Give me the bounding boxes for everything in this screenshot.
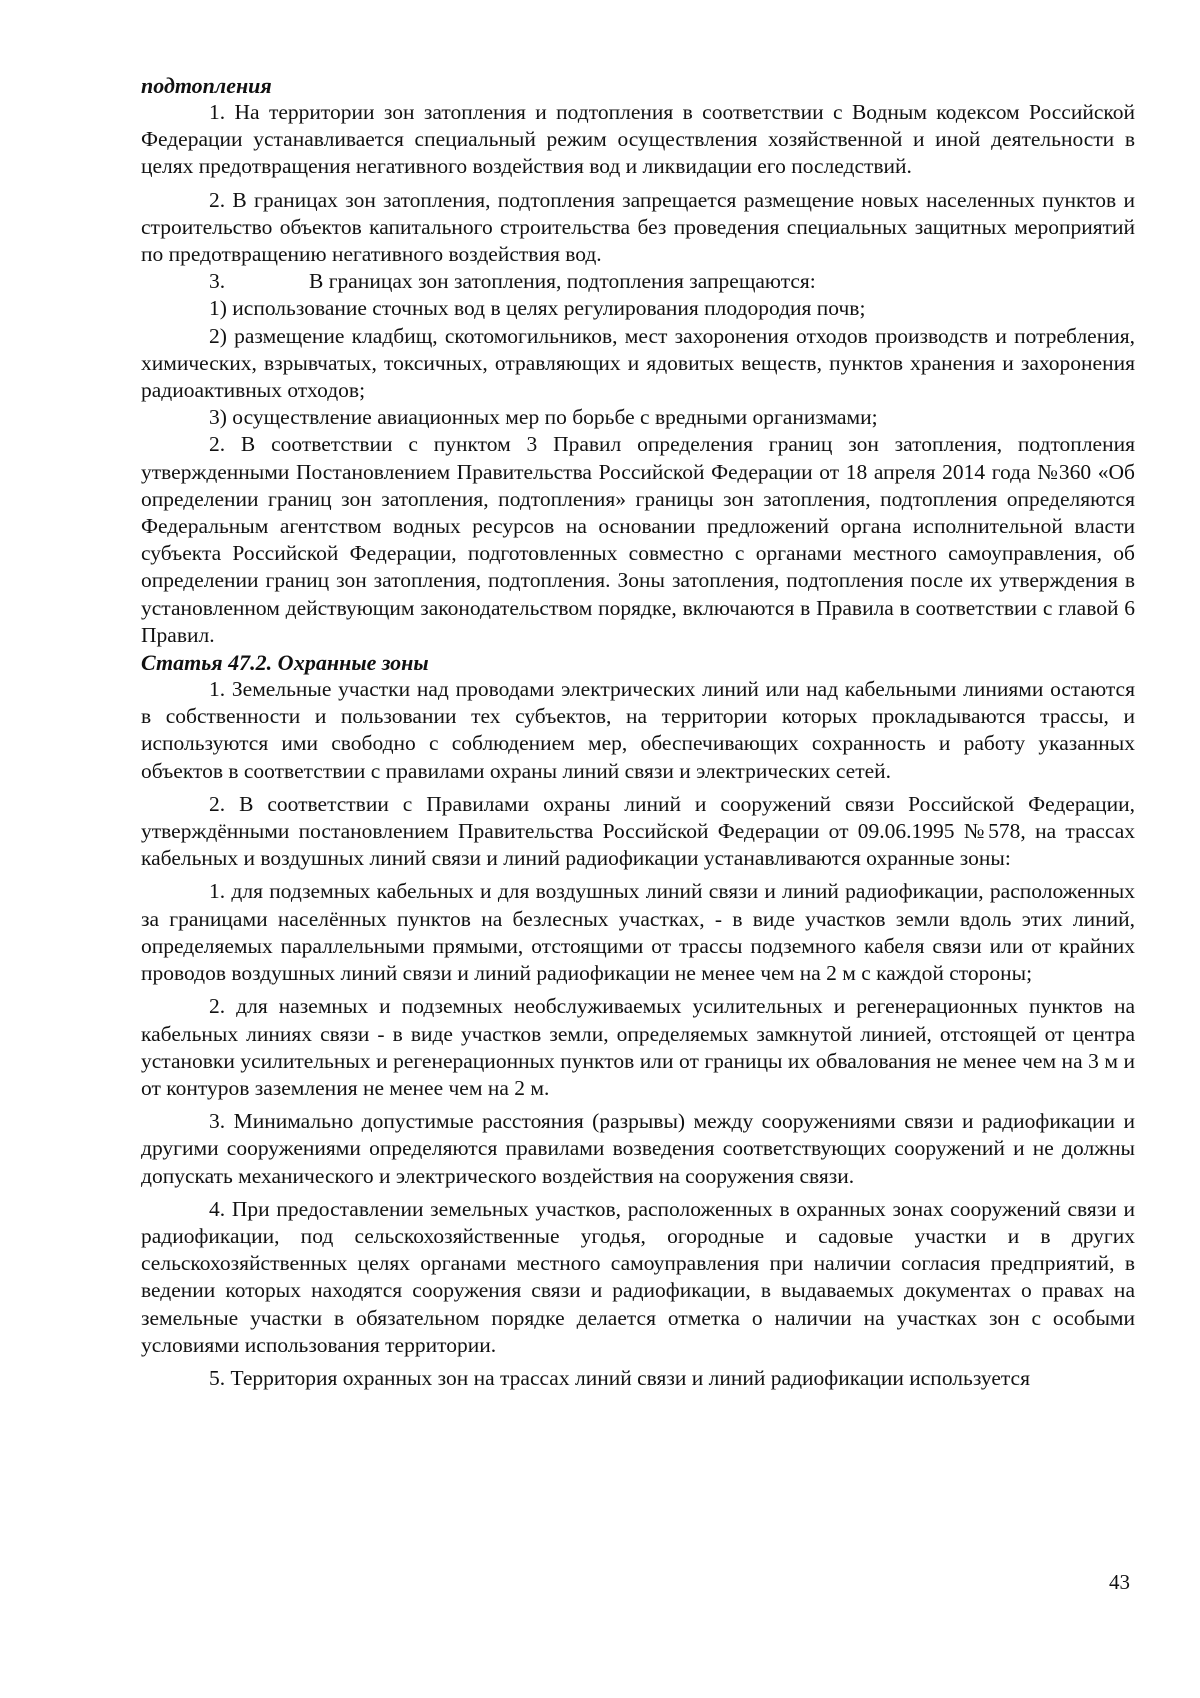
- paragraph: 2. В соответствии с пунктом 3 Правил определения границ зон затопления, подтопления утвержденными Постановлением Правительства Российской Федерации от 18 апреля 2014 года №360 «Об определении границ зон затопления, подтопления» границы зон затопления, подтопления определяются Федеральным агентством водных ресурсов на основании предложений органа исполнительной власти субъекта Российской Федерации, подготовленных совместно с органами местного самоуправления, об определении границ зон затопления, подтопления. Зоны затопления, подтопления после их утверждения в установленном действующим законодательством порядке, включаются в Правила в соответствии с главой 6 Правил.: [141, 432, 1135, 647]
- section-heading-continuation: подтопления: [141, 73, 272, 98]
- paragraph: 5. Территория охранных зон на трассах линий связи и линий радиофикации используется: [209, 1365, 1030, 1390]
- document-page: [141, 72, 1135, 1392]
- paragraph: 2. В границах зон затопления, подтопления запрещается размещение новых населенных пунктов и строительство объектов капитального строительства без проведения специальных защитных мероприятий по предотвращению негативного воздействия вод.: [141, 187, 1135, 267]
- paragraph: 4. При предоставлении земельных участков, расположенных в охранных зонах сооружений связи и радиофикации, под сельскохозяйственные угодья, огородные и садовые участки и в других сельскохозяйственных целях органами местного самоуправления при наличии согласия предприятий, в ведении которых находятся сооружения связи и радиофикации, в выдаваемых документах о правах на земельные участки в обязательном порядке делается отметка о наличии на участках зон с особыми условиями использования территории.: [141, 1196, 1135, 1357]
- paragraph: 2. для наземных и подземных необслуживаемых усилительных и регенерационных пунктов на кабельных линиях связи - в виде участков земли, определяемых замкнутой линией, отстоящей от центра установки усилительных и регенерационных пунктов или от границы их обвалования не менее чем на 3 м и от контуров заземления не менее чем на 2 м.: [141, 994, 1135, 1100]
- article-heading: Статья 47.2. Охранные зоны: [141, 650, 429, 676]
- list-item-number: 3.: [209, 269, 226, 294]
- paragraph: 3. Минимально допустимые расстояния (разрывы) между сооружениями связи и радиофикации и другими сооружениями определяются правилами возведения соответствующих сооружений и не должны допускать механического и электрического воздействия на сооружения связи.: [141, 1109, 1135, 1188]
- paragraph: 2) размещение кладбищ, скотомогильников, мест захоронения отходов производств и потребления, химических, взрывчатых, токсичных, отравляющих и ядовитых веществ, пунктов хранения и захоронения радиоактивных отходов;: [141, 323, 1135, 403]
- paragraph: 1. для подземных кабельных и для воздушных линий связи и линий радиофикации, расположенных за границами населённых пунктов на безлесных участках, - в виде участков земли вдоль этих линий, определяемых параллельными прямыми, отстоящими от трассы подземного кабеля связи или от крайних проводов воздушных линий связи и линий радиофикации не менее чем на 2 м с каждой стороны;: [141, 879, 1135, 986]
- paragraph: 1) использование сточных вод в целях регулирования плодородия почв;: [209, 296, 866, 321]
- paragraph: 1. На территории зон затопления и подтопления в соответствии с Водным кодексом Российской Федерации устанавливается специальный режим осуществления хозяйственной и иной деятельности в целях предотвращения негативного воздействия вод и ликвидации его последствий.: [141, 100, 1135, 179]
- page-number: 43: [1109, 1570, 1130, 1594]
- paragraph: 2. В соответствии с Правилами охраны линий и сооружений связи Российской Федерации, утверждёнными постановлением Правительства Российской Федерации от 09.06.1995 №578, на трассах кабельных и воздушных линий связи и линий радиофикации устанавливаются охранные зоны:: [141, 791, 1135, 871]
- paragraph: 3) осуществление авиационных мер по борьбе с вредными организмами;: [209, 405, 878, 430]
- list-item-text: В границах зон затопления, подтопления запрещаются:: [309, 269, 816, 294]
- paragraph: 1. Земельные участки над проводами электрических линий или над кабельными линиями остаются в собственности и пользовании тех субъектов, на территории которых прокладываются трассы, и используются ими свободно с соблюдением мер, обеспечивающих сохранность и работу указанных объектов в соответствии с правилами охраны линий связи и электрических сетей.: [141, 677, 1135, 783]
- list-item-3: [141, 268, 1135, 295]
